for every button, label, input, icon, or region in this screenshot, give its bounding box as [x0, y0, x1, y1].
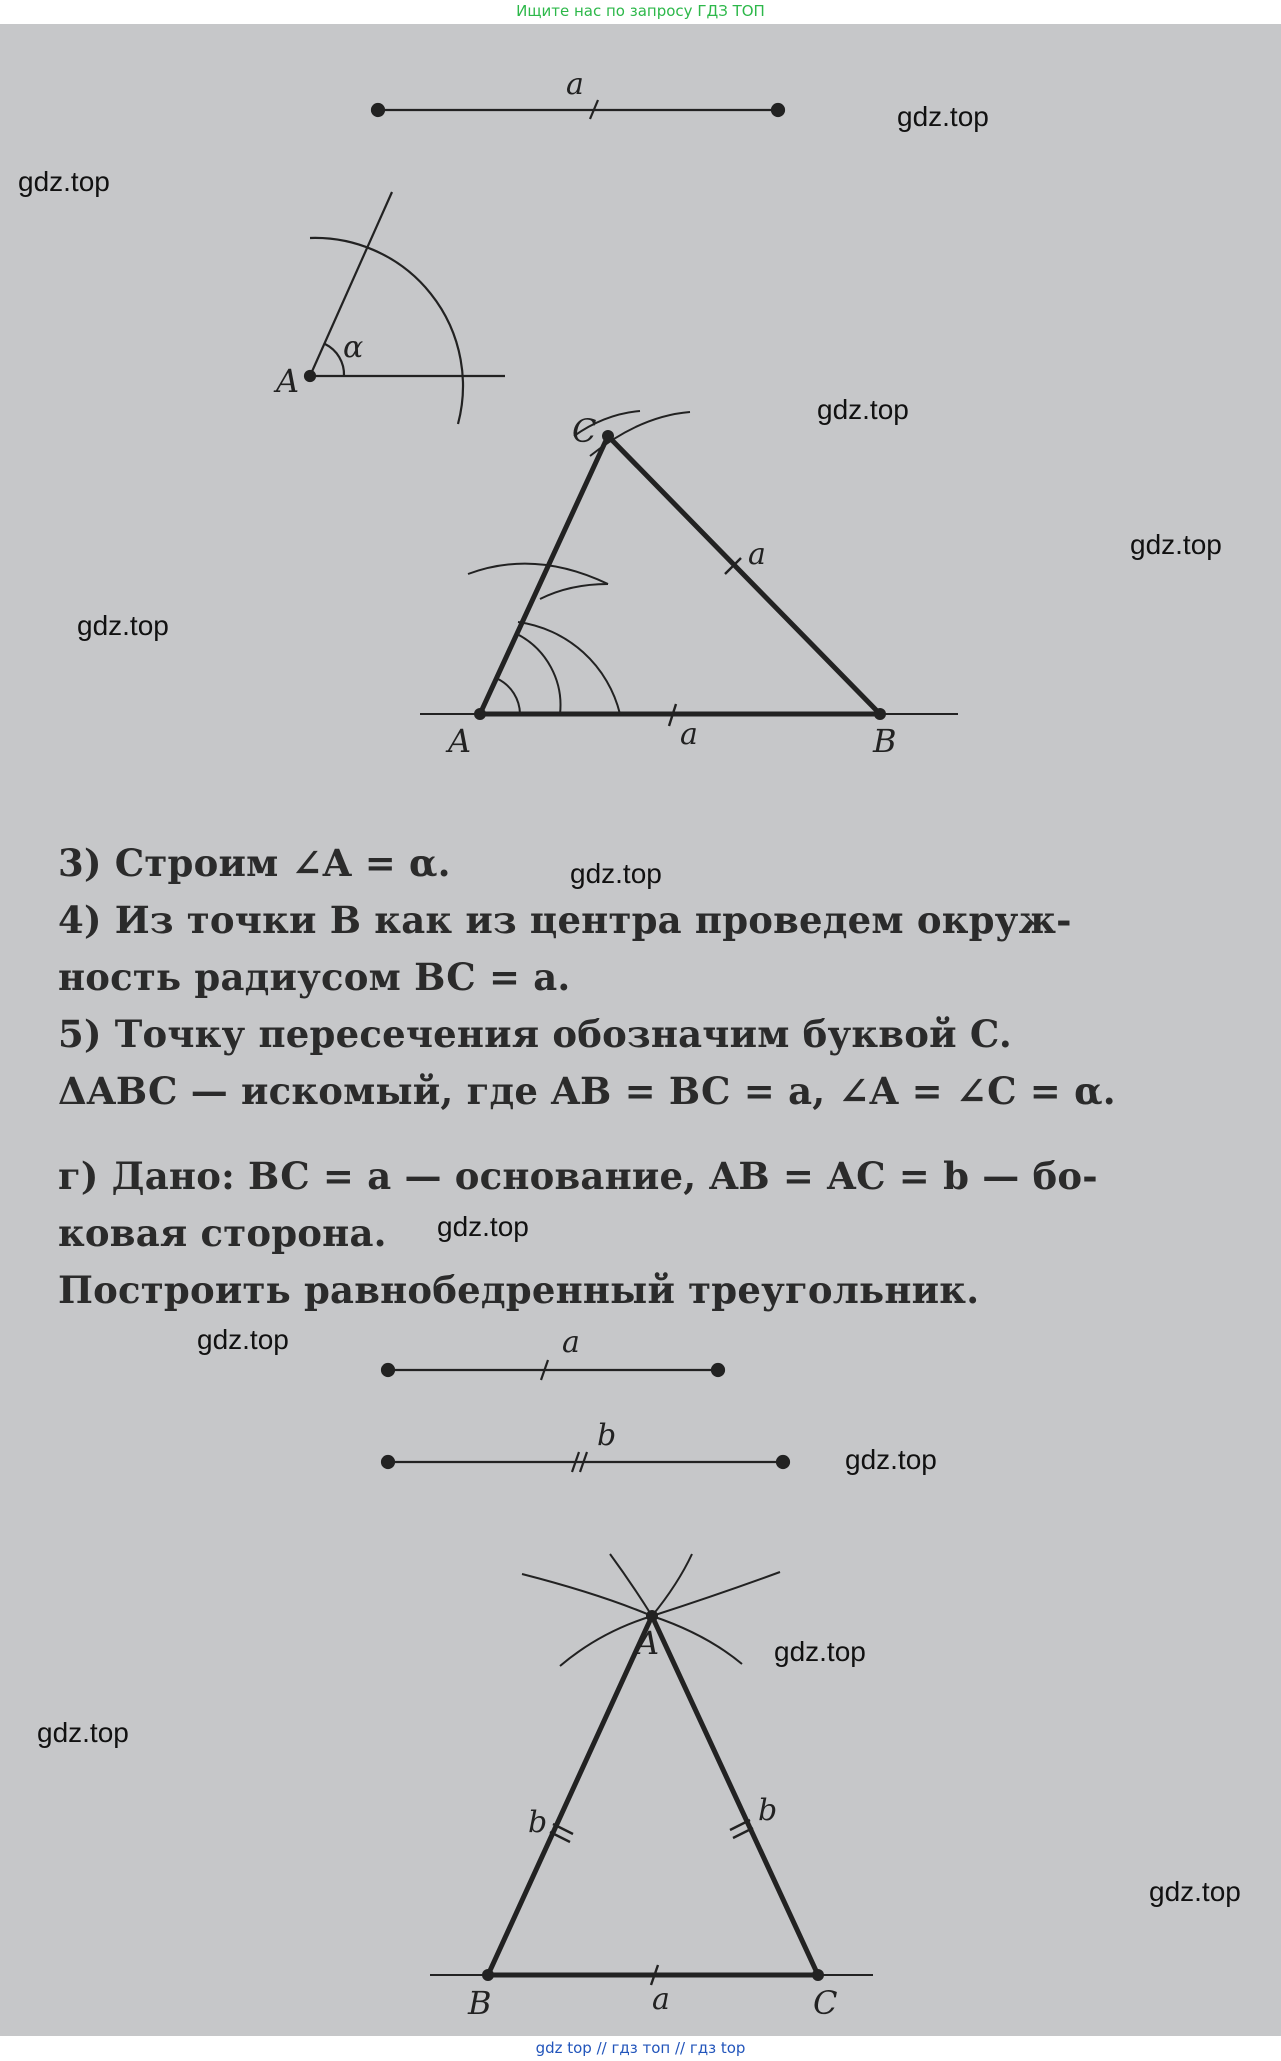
- watermark: gdz.top: [197, 1324, 289, 1355]
- label-B-fig4: B: [468, 1984, 492, 2022]
- label-left-side-fig4: b: [528, 1805, 548, 1840]
- label-right-side-fig4: b: [758, 1793, 778, 1828]
- label-a-fig3: a: [562, 1325, 580, 1360]
- label-B-fig2: B: [873, 722, 897, 760]
- watermark: gdz.top: [774, 1636, 866, 1667]
- watermark: gdz.top: [817, 394, 909, 425]
- step-4-text-line2: ность радиусом BC = a.: [58, 955, 571, 999]
- label-A-fig4: A: [636, 1624, 660, 1662]
- label-a-fig1: a: [566, 67, 584, 102]
- given-text-line1: г) Дано: BC = a — основание, AB = AC = b — бо-: [58, 1154, 1098, 1198]
- label-C-fig4: C: [813, 1984, 838, 2022]
- watermark: gdz.top: [18, 166, 110, 197]
- task-text: Построить равнобедренный треугольник.: [58, 1268, 980, 1312]
- step-4-text-line1: 4) Из точки B как из центра проведем окруж-: [58, 898, 1072, 942]
- label-base-fig4: a: [652, 1982, 670, 2017]
- top-banner[interactable]: Ищите нас по запросу ГДЗ ТОП: [0, 0, 1281, 24]
- label-alpha-fig1: α: [343, 330, 364, 365]
- watermark: gdz.top: [570, 858, 662, 889]
- step-3-text: 3) Строим ∠A = α.: [58, 841, 451, 885]
- isosceles-triangle-fig4: [430, 1554, 873, 1985]
- watermark: gdz.top: [1149, 1876, 1241, 1907]
- label-side-ab-fig2: a: [680, 717, 698, 752]
- watermark: gdz.top: [845, 1444, 937, 1475]
- step-5-text: 5) Точку пересечения обозначим буквой C.: [58, 1012, 1012, 1056]
- watermark: gdz.top: [1130, 529, 1222, 560]
- segment-b-fig3: [382, 1452, 789, 1472]
- angle-alpha-fig1: [305, 192, 505, 424]
- given-text-line2: ковая сторона.: [58, 1211, 387, 1255]
- textbook-page: [0, 24, 1281, 2036]
- bottom-banner[interactable]: gdz top // гдз топ // гдз top: [0, 2036, 1281, 2061]
- triangle-abc-fig2: [420, 411, 958, 746]
- conclusion-text: ΔABC — искомый, где AB = BC = a, ∠A = ∠C = α.: [58, 1069, 1116, 1113]
- segment-a-fig3: [382, 1360, 724, 1380]
- label-b-fig3: b: [597, 1418, 617, 1453]
- watermark: gdz.top: [437, 1211, 529, 1242]
- watermark: gdz.top: [37, 1717, 129, 1748]
- watermark: gdz.top: [77, 610, 169, 641]
- label-C-fig2: C: [572, 412, 597, 450]
- label-A-fig2: A: [448, 722, 472, 760]
- segment-a-fig1: [372, 100, 784, 119]
- label-A-fig1: A: [276, 362, 300, 400]
- label-side-bc-fig2: a: [748, 537, 766, 572]
- watermark: gdz.top: [897, 101, 989, 132]
